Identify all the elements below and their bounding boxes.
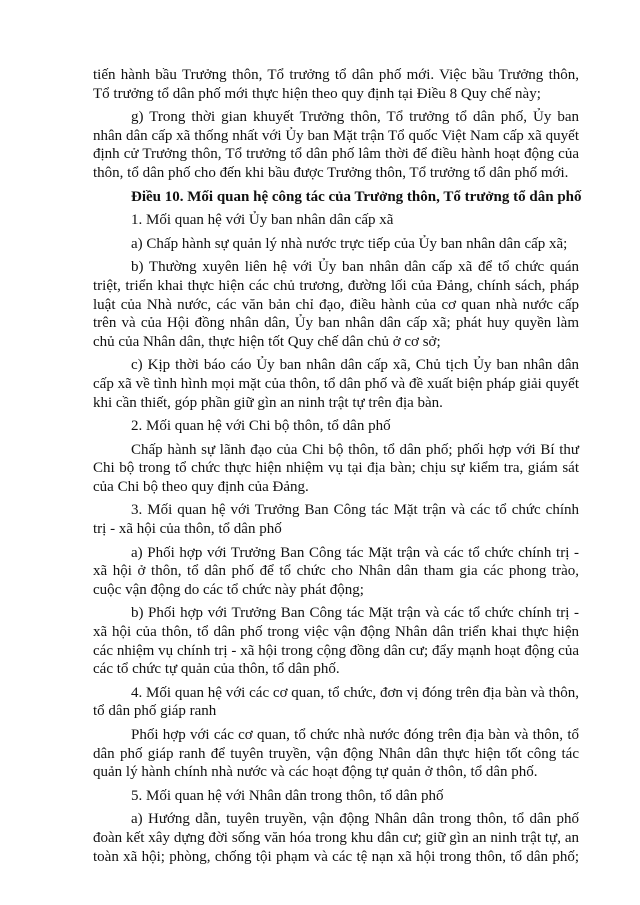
- paragraph: [93, 501, 579, 538]
- text-line: c) Kịp thời báo cáo Ủy ban nhân dân cấp xã, Chủ tịch Ủy ban nhân dân: [131, 357, 579, 374]
- text-line: 2. Mối quan hệ với Chi bộ thôn, tổ dân phố: [131, 418, 391, 435]
- text-line: trị - xã hội của thôn, tổ dân phố: [93, 521, 282, 538]
- text-line: tổ dân phố giáp ranh: [93, 703, 217, 720]
- text-line: 3. Mối quan hệ với Trưởng Ban Công tác Mặt trận và các tổ chức chính: [131, 502, 579, 519]
- text-line: quản lý hành chính nhà nước và các hoạt động tự quản ở thôn, tổ dân phố.: [93, 764, 538, 781]
- text-line: thôn, tổ dân phố cho đến khi bầu được Trưởng thôn, Tổ trưởng tổ dân phố mới.: [93, 164, 569, 181]
- text-line: 5. Mối quan hệ với Nhân dân trong thôn, tổ dân phố: [131, 787, 444, 804]
- paragraph: [93, 604, 579, 678]
- article-heading: [93, 188, 582, 207]
- text-line: các tổ chức tự quản của thôn, tổ dân phố.: [93, 661, 340, 678]
- text-line: Chi bộ trong tổ chức thực hiện nhiệm vụ tại địa bàn; chịu sự kiểm tra, giám sát: [93, 460, 579, 477]
- paragraph: [93, 684, 579, 721]
- paragraph: [93, 441, 579, 497]
- text-line: g) Trong thời gian khuyết Trưởng thôn, Tổ trưởng tổ dân phố, Ủy ban: [131, 109, 579, 126]
- text-line: a) Hướng dẫn, tuyên truyền, vận động Nhân dân trong thôn, tổ dân phố: [131, 811, 579, 828]
- paragraph: [93, 810, 579, 866]
- paragraph: [93, 544, 579, 600]
- text-line: xã hội ở thôn, tổ dân phố để tổ chức cho Nhân dân tham gia các phong trào,: [93, 563, 579, 580]
- text-line: khi cần thiết, góp phần giữ gìn an ninh trật tự trên địa bàn.: [93, 394, 443, 411]
- paragraph: [93, 726, 579, 782]
- paragraph: [93, 258, 579, 351]
- text-line: trên và của Hội đồng nhân dân, Ủy ban nhân dân cấp xã; phát huy quyền làm: [93, 315, 579, 332]
- text-line: 4. Mối quan hệ với các cơ quan, tổ chức, đơn vị đóng trên địa bàn và thôn,: [131, 684, 579, 701]
- text-line: Chấp hành sự lãnh đạo của Chi bộ thôn, tổ dân phố; phối hợp với Bí thư: [131, 441, 579, 458]
- text-line: định cử Trưởng thôn, Tổ trưởng tổ dân phố lâm thời để điều hành hoạt động của: [93, 146, 579, 163]
- paragraph: [93, 356, 579, 412]
- text-line: dân phố giáp ranh để tuyên truyền, vận động Nhân dân thực hiện tốt công tác: [93, 745, 579, 762]
- paragraph: [93, 108, 579, 182]
- paragraph: [93, 211, 579, 230]
- text-line: các nhiệm vụ chính trị - xã hội trong cộng đồng dân cư; đẩy mạnh hoạt động của: [93, 642, 579, 659]
- text-line: a) Chấp hành sự quản lý nhà nước trực tiếp của Ủy ban nhân dân cấp xã;: [131, 235, 568, 252]
- paragraph: [93, 417, 579, 436]
- paragraph: [93, 235, 579, 254]
- text-line: b) Phối hợp với Trưởng Ban Công tác Mặt trận và các tổ chức chính trị -: [131, 605, 579, 622]
- text-line: chủ của Nhân dân, thực hiện tốt Quy chế dân chủ ở cơ sở;: [93, 333, 441, 350]
- text-line: luật của Nhà nước, các văn bản chỉ đạo, điều hành của cơ quan nhà nước cấp: [93, 296, 579, 313]
- text-line: cấp xã về tình hình mọi mặt của thôn, tổ dân phố và đề xuất biện pháp giải quyết: [93, 375, 579, 392]
- text-line: Phối hợp với các cơ quan, tổ chức nhà nước đóng trên địa bàn và thôn, tổ: [131, 727, 579, 743]
- text-line: tiến hành bầu Trưởng thôn, Tổ trưởng tổ dân phố mới. Việc bầu Trưởng thôn,: [93, 67, 579, 83]
- text-line: 1. Mối quan hệ với Ủy ban nhân dân cấp xã: [131, 212, 394, 229]
- text-line: b) Thường xuyên liên hệ với Ủy ban nhân dân cấp xã để tổ chức quán: [131, 259, 579, 276]
- text-line: cuộc vận động do các tổ chức này phát động;: [93, 581, 364, 598]
- text-line: a) Phối hợp với Trưởng Ban Công tác Mặt trận và các tổ chức chính trị -: [131, 544, 579, 561]
- text-line: đoàn kết xây dựng đời sống văn hóa trong khu dân cư; giữ gìn an ninh trật tự, an: [93, 829, 579, 846]
- text-line: Tổ trưởng tổ dân phố mới thực hiện theo quy định tại Điều 8 Quy chế này;: [93, 85, 541, 102]
- heading-text: Điều 10. Mối quan hệ công tác của Trưởng thôn, Tổ trưởng tổ dân phố: [131, 188, 582, 205]
- document-body: [93, 66, 582, 871]
- text-line: xã hội của thôn, tổ dân phố trong việc vận động Nhân dân triển khai thực hiện: [93, 624, 579, 641]
- paragraph: [93, 66, 579, 103]
- text-line: của Chi bộ theo quy định của Đảng.: [93, 478, 309, 495]
- text-line: toàn xã hội; phòng, chống tội phạm và các tệ nạn xã hội trong thôn, tổ dân phố;: [93, 848, 579, 865]
- text-line: nhân dân cấp xã thống nhất với Ủy ban Mặt trận Tổ quốc Việt Nam cấp xã quyết: [93, 127, 579, 144]
- paragraph: [93, 787, 579, 806]
- text-line: triệt, triển khai thực hiện các chủ trương, đường lối của Đảng, chính sách, pháp: [93, 277, 579, 294]
